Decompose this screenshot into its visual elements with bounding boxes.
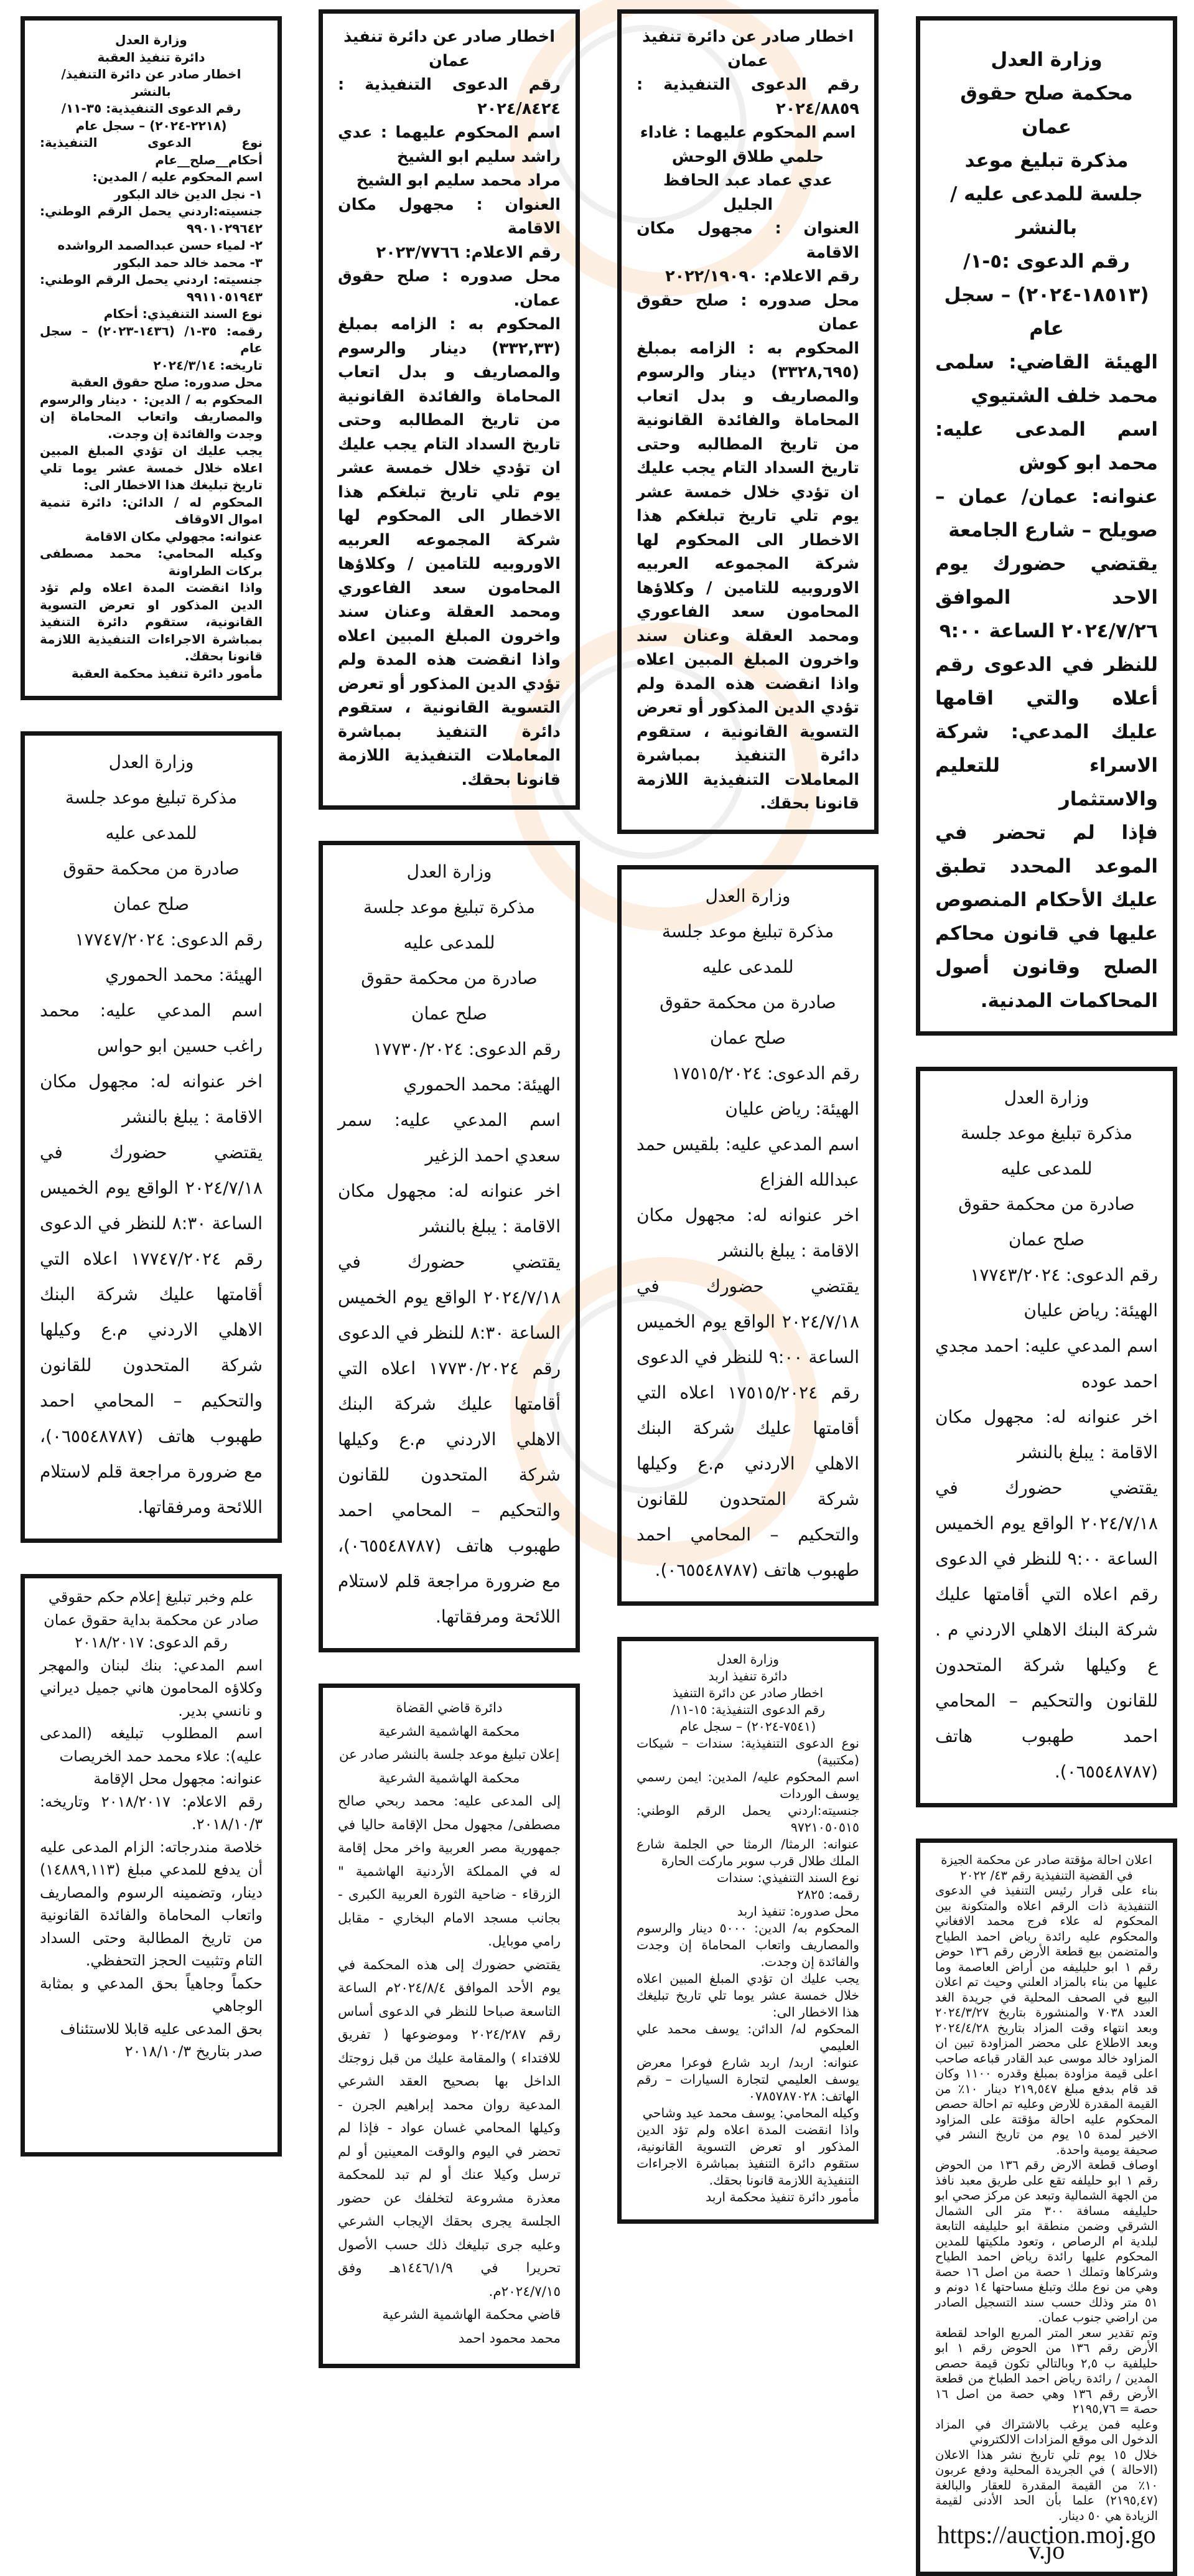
notice-sharia-court-hashemiya [319, 1684, 580, 2368]
notice-line: رقم الاعلام: ٢٠٢٢/١٩٠٩٠ [665, 267, 859, 286]
notice-line: محكمة صلح حقوق عمان [960, 82, 1133, 138]
notice-line: الهيئة: رياض عليان [725, 1098, 859, 1119]
notice-line: المحكوم به : الزامه بمبلغ (٣٣٢٨,٦٩٥) دينار والرسوم والمصاريف و بدل اتعاب المحاماة والفائدة القانونية من تاريخ المطالبه وحتى تاريخ السداد التام يجب عليك ان تؤدي خلال خمسة عشر يوم تلي تاريخ تبلغكم هذا الاخطار الى المحكوم لها شركة المجموعه العربيه الاوروبيه للتامين / وكلاؤها المحامون سعد الفاعوري ومحمد العقلة وعنان سند واخرون المبلغ المبين اعلاه واذا انقضت هذه المدة ولم تؤدي الدين المذكور أو تعرض التسوية القانونية ، ستقوم دائرة التنفيذ بمباشرة المعاملات التنفيذية اللازمة قانونا بحقك. [637, 339, 859, 813]
notice-heading: اعلان احالة مؤقتة صادر عن محكمة الجيزة في القضية التنفيذية رقم ٤٣/ ٢٠٢٢ [941, 1853, 1152, 1883]
notice-line: اسم المدعى عليه: محمد ابو كوش [935, 418, 1158, 474]
notice-execution-irbid [617, 1637, 879, 2224]
column-center-right [617, 9, 879, 2224]
notice-line: صلح عمان [1008, 1229, 1084, 1250]
notice-line: اخطار صادر عن دائرة التنفيذ/ بالنشر [61, 67, 241, 99]
notice-line: رقم الدعوى التنفيذية : ٢٠٢٤/٨٨٥٩ [637, 75, 859, 118]
column-left [21, 9, 282, 2157]
notice-line: اسم المحكوم عليه/ المدين: ايمن رسمي يوسف الوردات [637, 1769, 859, 1801]
notice-line: العنوان : مجهول مكان الاقامة [338, 195, 561, 238]
notice-line: اسم المدعي: بنك لبنان والمهجر وكلاؤه المحامون هاني جميل ديراني و نانسي بدير. [40, 1656, 263, 1720]
notice-line: محل صدوره: صلح حقوق العقبة [70, 375, 263, 390]
notice-heading: وزارة العدل [1004, 1087, 1089, 1108]
notice-session-17747 [21, 731, 282, 1543]
column-right [916, 9, 1177, 2576]
notice-line: صادرة من محكمة حقوق [361, 968, 538, 988]
notice-line: مأمور دائرة تنفيذ محكمة اربد [706, 2189, 859, 2204]
notice-heading: وزارة العدل [705, 885, 791, 906]
notice-line: ٣- محمد خالد حمد البكور [114, 255, 263, 270]
notice-line: صلح عمان [411, 1003, 487, 1024]
notice-line: بناء على قرار رئيس التنفيذ في الدعوى التنفيذية ذات الرقم اعلاه والمتكونة بين المحكوم له علاء فرج محمد الافغاني والمحكوم عليه رائدة رياض احمد الطياح والمتضمن بيع قطعة الأرض رقم ١٣٦ حوض رقم ١ ابو حليليفه من أراض العاصمة وما عليها من بناء بالمزاد العلني وحيث تم اعلان البيع في الصحف المحلية في جريدة الغد العدد ٧٠٣٨ والمنشورة بتاريخ ٢٠٢٤/٣/٢٧ وبعد انتهاء وقت المزاد بتاريخ ٢٠٢٤/٤/٢٨ وبعد الاطلاع على محضر المزاودة تبين ان المزاود خالد موسى عبد القادر قباعه صاحب اعلى قيمة مزاودة بمبلغ وقدره ١١٠٠ وكان قد قام بدفع مبلغ ٢١٩,٥٤٧ دينار ١٠٪ من القيمة المقدرة للارض وعليه تم احالة حصص المحكوم عليه احالة مؤقتة على المزاود الاخير لمدة ١٥ يوم من تاريخ النشر في صحيفة يومية واحدة. [935, 1883, 1159, 2157]
notice-line: اسم المدعي عليه: بلقيس حمد عبدالله الفزاع [637, 1133, 859, 1190]
notice-heading: وزارة العدل [991, 49, 1103, 71]
notice-line: مذكرة تبليغ موعد جلسة للمدعى عليه [363, 897, 536, 953]
notice-line: نوع الدعوى التنفيذية: سندات – شيكات (مكتبية) [637, 1735, 859, 1768]
notice-line: يقتضي حضورك في ٢٠٢٤/٧/١٨ الواقع يوم الخميس الساعة ٩:٠٠ للنظر في الدعوى رقم ١٧٥١٥/٢٠٢٤ اعلاه التي أقامتها عليك شركة البنك الاهلي الاردني م.ع وكيلها شركة المتحدون للقانون والتحكيم – المحامي احمد طهبوب هاتف (٠٦٥٥٤٨٧٨٧). [637, 1275, 859, 1580]
notice-line: بحق المدعى عليه قابلا للاستئناف [60, 2020, 263, 2038]
notice-line: ١- نجل الدين خالد البكور [114, 186, 263, 202]
notice-line: عنوانه: الرمثا/ الرمثا حي الجلمة شارع الملك طلال قرب سوبر ماركت الحارة [637, 1836, 859, 1868]
notice-session-17730 [319, 841, 580, 1652]
notice-line: العنوان : مجهول مكان الاقامة [637, 219, 859, 262]
notice-line: رقم الدعوى :٥-١/ (١٨٥١٣-٢٠٢٤) – سجل عام [944, 250, 1149, 340]
notice-execution-aqaba [21, 16, 282, 700]
notice-execution-amman-8859 [617, 9, 879, 834]
notice-line: فإذا لم تحضر في الموعد المحدد تطبق عليك الأحكام المنصوص عليها في قانون محاكم الصلح وقانون أصول المحاكمات المدنية. [935, 822, 1158, 1012]
notice-line: وكيله المحامي: محمد مصطفى بركات الطراونة [40, 546, 263, 578]
notice-line: مذكرة تبليغ موعد جلسة للمدعى عليه [65, 787, 238, 843]
notice-line: رقمه: ٣٥-١/ (١٤٣٦-٢٠٢٣) – سجل عام [40, 323, 263, 355]
notice-line: محل صدوره : صلح حقوق عمان [637, 291, 859, 334]
notice-line: محل صدوره : صلح حقوق عمان. [338, 267, 561, 310]
notice-line: محكمة الهاشمية الشرعية [378, 1770, 520, 1786]
notice-line: تاريخه: ٢٠٢٤/٣/١٤ [153, 357, 263, 373]
notice-line: اسم المحكوم عليه / المدين: [92, 169, 263, 184]
notice-session-17743 [916, 1067, 1177, 1807]
notice-line: محمد محمود احمد [458, 2330, 561, 2346]
notice-line: حكماً وجاهياً بحق المدعي و بمثابة الوجاهي [40, 1974, 263, 2015]
notice-heading: علم وخبر تبليغ إعلام حكم حقوقي صادر عن محكمة بداية حقوق عمان [44, 1588, 259, 1629]
notice-line: رقم الدعوى: ١٧٧٤٧/٢٠٢٤ [75, 929, 263, 950]
notice-line: المحكوم له/ الدائن: يوسف محمد علي العليمي [637, 2021, 859, 2053]
notice-line: يجب عليك ان تؤدي المبلغ المبين اعلاه خلال خمسة عشر يوما تلي تاريخ تبليغك هذا الاخطار الى: [40, 443, 263, 492]
notice-line: رقم الدعوى: ٢٠١٨/٢٠١٧ [75, 1634, 228, 1651]
notice-heading: اخطار صادر عن دائرة تنفيذ عمان [343, 27, 555, 70]
notice-line: وعليه فمن يرغب بالاشتراك في المزاد الدخول الى موقع المزادات الالكتروني [935, 2417, 1158, 2447]
notice-line: اخر عنوانه له: مجهول مكان الاقامة : يبلغ بالنشر [935, 1407, 1158, 1463]
notice-line: جنسيته: اردني يحمل الرقم الوطني: ٩٩١١٠٥١٩٤٣ [40, 272, 263, 304]
notice-line: خلال ١٥ يوم تلي تاريخ نشر هذا الاعلان (الاحالة ) في الجريدة المحلية ودفع عربون ١٠٪ من القيمة المقدرة للعقار والبالغة (٢١٩٥,٤٧) علما بأن الحد الأدنى لقيمة الزيادة هي ٥٠ دينار. [935, 2447, 1158, 2523]
notice-heading: وزارة العدل [716, 1651, 780, 1667]
notice-line: عنوانه: مجهول محل الإقامة [93, 1770, 263, 1787]
notice-line: إعلان تبليغ موعد جلسة بالنشر صادر عن [338, 1747, 560, 1763]
auction-link[interactable]: https://auction.moj.gov.jo [937, 2521, 1156, 2564]
notice-line: رقم الدعوى التنفيذية: ١٥-١١/ (٧٥٤١-٢٠٢٤) – سجل عام [670, 1702, 826, 1734]
notice-session-17515 [617, 865, 879, 1606]
notice-line: اسم المحكوم عليهما : عدي راشد سليم ابو الشيخ [338, 123, 561, 166]
notice-line: اسم المطلوب تبليغه (المدعى عليه): علاء محمد حمد الخريصات [40, 1725, 263, 1765]
notice-line: رقم الدعوى التنفيذية: ٣٥-١١/ (٢٢١٨-٢٠٢٤) – سجل عام [61, 101, 241, 133]
notice-line: مراد محمد سليم ابو الشيخ [356, 171, 561, 190]
notice-line: يقتضي حضورك في ٢٠٢٤/٧/١٨ الواقع يوم الخميس الساعة ٨:٣٠ للنظر في الدعوى رقم ١٧٧٣٠/٢٠٢٤ اعلاه التي أقامتها عليك شركة البنك الاهلي الاردني م.ع وكيلها شركة المتحدون للقانون والتحكيم – المحامي احمد طهبوب هاتف (٠٦٥٥٤٨٧٨٧)، مع ضرورة مراجعة قلم لاستلام اللائحة ومرفقاتها. [338, 1252, 561, 1627]
notice-line: محل صدوره: تنفيذ اربد [737, 1903, 859, 1919]
notice-line: المحكوم به : الزامه بمبلغ (٣٣٢,٣٣) دينار والرسوم والمصاريف و بدل اتعاب المحاماة والفائدة القانونية من تاريخ المطالبه وحتى تاريخ السداد التام يجب عليك ان تؤدي خلال خمسة عشر يوم تلي تاريخ تبلغكم هذا الاخطار الى المحكوم لها شركة المجموعه العربيه الاوروبيه للتامين / وكلاؤها المحامون سعد الفاعوري ومحمد العقلة وعنان سند واخرون المبلغ المبين اعلاه واذا انقضت هذه المدة ولم تؤدي الدين المذكور أو تعرض التسوية القانونية ، ستقوم دائرة التنفيذ بمباشرة المعاملات التنفيذية اللازمة قانونا بحقك. [338, 315, 561, 789]
notice-line: اخر عنوانه له: مجهول مكان الاقامة : يبلغ بالنشر [637, 1204, 859, 1261]
notice-line: صادرة من محكمة حقوق [660, 991, 836, 1013]
notice-line: يقتضي حضورك في ٢٠٢٤/٧/١٨ الواقع يوم الخميس الساعة ٨:٣٠ للنظر في الدعوى رقم ١٧٧٤٧/٢٠٢٤ اعلاه التي أقامتها عليك شركة البنك الاهلي الاردني م.ع وكيلها شركة المتحدون للقانون والتحكيم – المحامي احمد طهبوب هاتف (٠٦٥٥٤٨٧٨٧)، مع ضرورة مراجعة قلم لاستلام اللائحة ومرفقاتها. [40, 1142, 263, 1517]
notice-line: رقم الاعلام: ٢٠٢٣/٧٧٦٦ [376, 243, 561, 262]
notice-line: عنوانه: اربد/ اربد شارع فوعرا معرض يوسف العليمي لتجارة السيارات – رقم الهاتف: ٠٧٨٥٧٨٧٠٢٨ [637, 2054, 859, 2104]
notice-line: دائرة تنفيذ اربد [708, 1668, 788, 1684]
notice-line: عنوانه: مجهولي مكان الاقامة [85, 528, 263, 544]
notice-line: للنظر في الدعوى رقم أعلاه والتي اقامها عليك المدعي: شركة الاسراء للتعليم والاستثمار [935, 653, 1158, 810]
notice-court-session-abu-kawsh [916, 16, 1177, 1036]
notice-heading: وزارة العدل [108, 752, 194, 772]
notice-line: مذكرة تبليغ موعد جلسة للمدعى عليه [960, 1123, 1133, 1179]
column-center-left [319, 9, 580, 2368]
notice-line: جنسيته:اردني يحمل الرقم الوطني: ٩٩٠١٠٢٩٦٤٢ [40, 204, 263, 236]
notice-line: نوع الدعوى التنفيذية: أحكام__صلح__عام [40, 135, 263, 167]
notice-line: مأمور دائرة تنفيذ محكمة العقبة [71, 665, 263, 681]
notice-line: رقم الدعوى: ١٧٥١٥/٢٠٢٤ [671, 1062, 859, 1084]
notice-line: صلح عمان [113, 894, 189, 914]
notice-line: يقتضي حضورك إلى هذه المحكمة في يوم الأحد الموافق ٢٠٢٤/٨/٤م الساعة التاسعة صباحا للنظر في الدعوى أساس رقم ٢٠٢٤/٢٨٧ وموضوعها ( تفريق للافتداء ) والمقامة عليك من قبل زوجتك الداخل بها بصحيح العقد الشرعي المدعية روان محمد إبراهيم الجرن - وكيلها المحامي غسان عواد - فإذا لم تحضر في اليوم والوقت المعينين أو لم ترسل وكيلا عنك أو لم تبد للمحكمة معذرة مشروعة لتخلفك عن حضور الجلسة يجرى بحقك الإيجاب الشرعي وعليه جرى تبليغك ذلك حسب الأصول تحريرا في ١٤٤٦/١/٩هـ وفق ٢٠٢٤/٧/١٥م. [338, 1957, 561, 2300]
notice-heading: وزارة العدل [115, 32, 187, 47]
notice-line: اخر عنوانه له: مجهول مكان الاقامة : يبلغ بالنشر [40, 1071, 263, 1127]
notice-line: نوع السند التنفيذي: أحكام [103, 306, 263, 321]
notice-auction-referral [916, 1838, 1177, 2576]
notice-line: عدي عماد عبد الحافظ الجليل [663, 171, 833, 214]
notice-line: اسم المدعي عليه: محمد راغب حسين ابو حواس [40, 1000, 263, 1056]
notice-line: الهيئة: محمد الحموري [403, 1074, 561, 1095]
notice-line: رقمه: ٢٨٢٥ [796, 1886, 859, 1902]
notice-line: اخطار صادر عن دائرة التنفيذ [672, 1685, 824, 1700]
notice-line: محكمة الهاشمية الشرعية [378, 1723, 520, 1740]
notice-line: وتم تقدير سعر المتر المربع الواحد لقطعة الأرض رقم ١٣٦ من الحوض رقم ١ ابو حليلفية ب ٢,٥ وبالتالي تكون قيمة حصص المدين / رائدة رياض احمد الطباخ من قطعة الأرض رقم ١٣٦ وهي حصة من اصل ١٦ حصة = ٢١٩٥,٧٦ [935, 2325, 1158, 2416]
notice-line: الهيئة: رياض عليان [1024, 1300, 1158, 1321]
notice-line: رقم الدعوى التنفيذية : ٢٠٢٤/٨٤٢٤ [338, 75, 561, 118]
notice-line: المحكوم به/ الدين: ٥٠٠٠ دينار والرسوم والمصاريف واتعاب المحاماة إن وجدت والفائدة إن وجدت. [637, 1920, 860, 1969]
notice-line: المحكوم به / الدين: ٠ دينار والرسوم والمصاريف واتعاب المحاماة إن وجدت والفائدة إن وجدت. [40, 391, 263, 441]
notice-line: واذا انقضت المدة اعلاه ولم تؤد الدين المذكور او تعرض التسوية القانونية، ستقوم دائرة التنفيذ بمباشرة الاجراءات التنفيذية اللازمة قانونا بحقك. [637, 2122, 859, 2188]
notice-heading: وزارة العدل [406, 861, 492, 882]
notice-line: يقتضي حضورك في ٢٠٢٤/٧/١٨ الواقع يوم الخميس الساعة ٩:٠٠ للنظر في الدعوى رقم اعلاه التي أقامتها عليك شركة البنك الاهلي الاردني م . ع وكيلها شركة المتحدون للقانون والتحكيم – المحامي احمد طهبوب هاتف (٠٦٥٥٤٨٧٨٧). [935, 1478, 1158, 1782]
notice-line: وكيله المحامي: يوسف محمد عيد وشاحي [642, 2105, 859, 2120]
notice-line: اسم المدعي عليه: سمر سعدي احمد الزغير [338, 1110, 561, 1166]
notice-line: رقم الدعوى: ١٧٧٤٣/٢٠٢٤ [970, 1265, 1158, 1285]
notice-line: صدر بتاريخ ٢٠١٨/١٠/٣ [124, 2043, 263, 2060]
notice-line: واذا انقضت المدة اعلاه ولم تؤد الدين المذكور او تعرض التسوية القانونية، ستقوم دائرة التنفيذ بمباشرة الاجراءات التنفيذية اللازمة قانونا بحقك. [40, 580, 263, 663]
notice-line: اسم المدعي عليه: احمد مجدي احمد عوده [935, 1336, 1158, 1392]
notice-line: جنسيته:اردني يحمل الرقم الوطني: ٩٧٢١٠٥٠٥١٥ [637, 1802, 859, 1835]
notice-line: اوصاف قطعة الارض رقم ١٣٦ من الحوض رقم ١ ابو حليلفه تقع على طريق معبد نافذ من الجهة الشمالية وتبعد عن مركز صحي ابو حليليفه مسافة ٣٠٠ متر الى الشمال الشرقي وضمن منطقة ابو حليليفه التابعة لبلدية ام الرصاص ، وتعود ملكيتها للمدين المحكوم عليها رائدة رياض احمد الطياح وشركاها وتملك ١ حصة من اصل ١٦ حصة وهي من نوع ملك وتبلغ مساحتها ١٤ دونم و ٥١ متر وذلك حسب سند التسجيل الصادر من اراضي جنوب عمان. [935, 2158, 1159, 2325]
notice-line: صادرة من محكمة حقوق [63, 858, 240, 879]
notice-line: يجب عليك ان تؤدي المبلغ المبين اعلاه خلال خمسة عشر يوما تلي تاريخ تبليغك هذا الاخطار الى: [637, 1970, 859, 2020]
notice-line: الهيئة القاضي: سلمى محمد خلف الشتيوي [935, 351, 1158, 407]
notice-line: صلح عمان [709, 1027, 786, 1048]
notice-line: اخر عنوانه له: مجهول مكان الاقامة : يبلغ بالنشر [338, 1181, 561, 1237]
notice-line: قاضي محكمة الهاشمية الشرعية [382, 2307, 561, 2323]
notice-line: خلاصة مندرجاته: الزام المدعى عليه أن يدفع للمدعي مبلغ (١٤٨٨٩,١١٣) دينار، وتضمينه الرسوم والمصاريف واتعاب المحاماة والفائدة القانونية من تاريخ المطالبة وحتى السداد التام وتثبيت الحجز التحفظي. [40, 1838, 263, 1969]
notice-line: المحكوم له / الدائن: دائرة تنمية اموال الاوقاف [40, 494, 263, 527]
notice-line: رقم الاعلام: ٢٠١٨/٢٠١٧ وتاريخه: ٢٠١٨/١٠/٣. [40, 1792, 263, 1833]
notice-heading: اخطار صادر عن دائرة تنفيذ عمان [642, 27, 854, 70]
notice-judgment-amman [21, 1574, 282, 2157]
notice-line: يقتضي حضورك يوم الاحد الموافق ٢٠٢٤/٧/٢٦ الساعة ٩:٠٠ [935, 553, 1158, 642]
notice-line: مذكرة تبليغ موعد جلسة للمدعى عليه / بالنشر [950, 149, 1143, 239]
notice-line: اسم المحكوم عليهما : غاداء حلمي طلاق الوحش [640, 123, 856, 166]
notice-line: رقم الدعوى: ١٧٧٣٠/٢٠٢٤ [373, 1039, 561, 1059]
notice-execution-amman-8424 [319, 9, 580, 810]
notice-line: عنوانه: عمان/ عمان – صويلح – شارع الجامعة [935, 485, 1158, 541]
notice-line: دائرة تنفيذ العقبة [97, 49, 205, 65]
notice-line: الهيئة: محمد الحموري [105, 965, 263, 985]
notice-line: مذكرة تبليغ موعد جلسة للمدعى عليه [661, 920, 834, 977]
notice-heading: دائرة قاضي القضاة [396, 1700, 503, 1716]
notice-line: نوع السند التنفيذي: سندات [717, 1870, 859, 1885]
notice-line: إلى المدعى عليه: محمد ربحي صالح مصطفى/ مجهول محل الإقامة حاليا في جمهورية مصر العربية واخر محل إقامة له في المملكة الأردنية الهاشمية " الزرقاء - ضاحية الثورة العربية الكبرى - بجانب مسجد الامام البخاري - مقابل رامي موبايل. [338, 1794, 561, 1949]
notice-line: صادرة من محكمة حقوق [958, 1194, 1135, 1214]
notice-line: ٢- لمياء حسن عبدالصمد الرواشده [57, 238, 263, 253]
